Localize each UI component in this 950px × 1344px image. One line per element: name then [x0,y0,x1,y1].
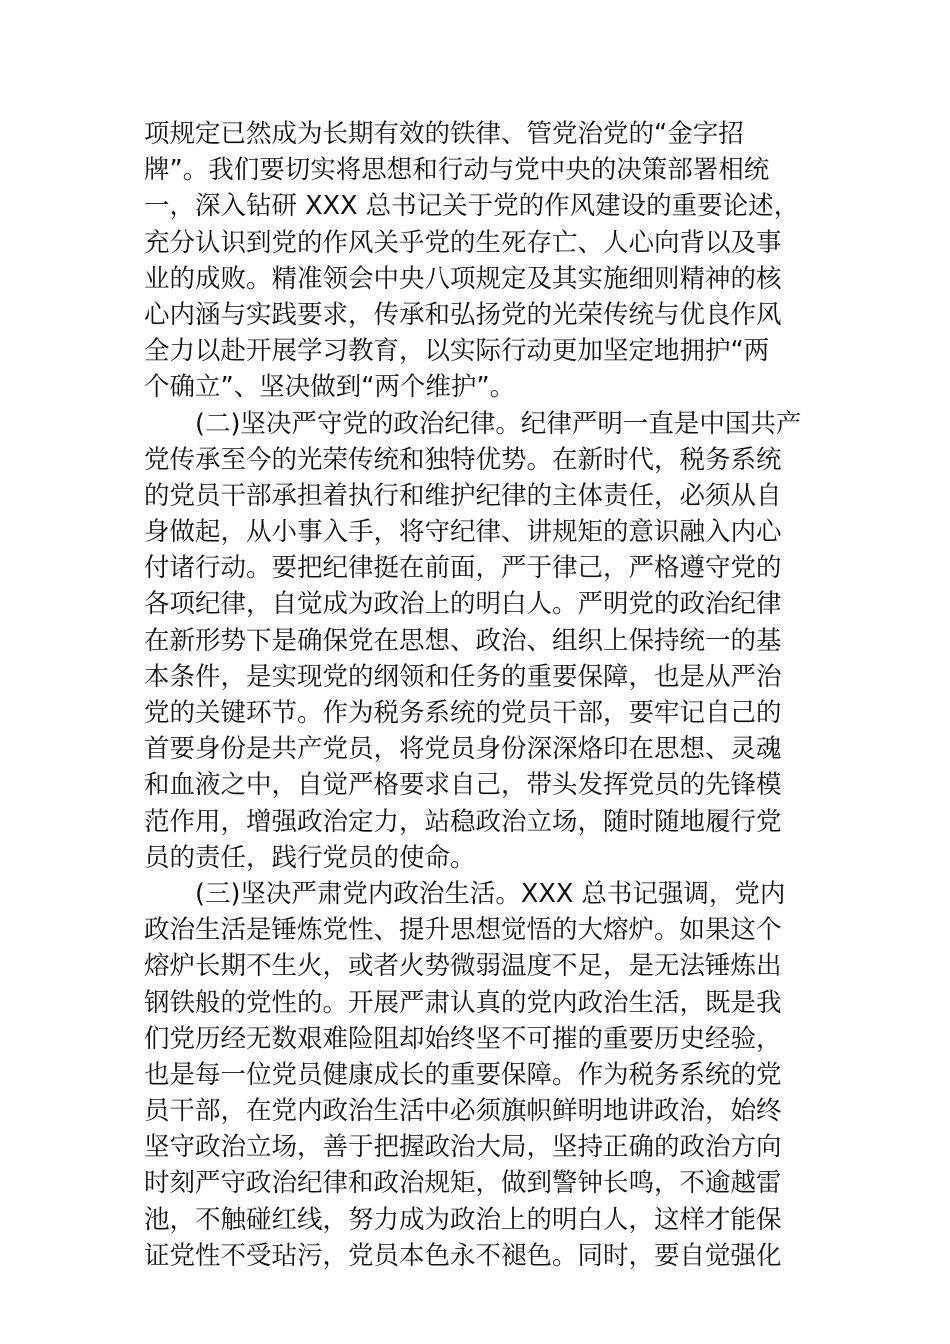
text-line: 身做起，从小事入手，将守纪律、讲规矩的意识融入内心 [144,517,782,548]
text-line: 本条件，是实现党的纲领和任务的重要保障，也是从严治 [144,661,782,692]
text-line: 全力以赴开展学习教育，以实际行动更加坚定地拥护“两 [144,336,770,367]
text-line: 业的成败。精准领会中央八项规定及其实施细则精神的核 [144,263,782,294]
text-line: 的党员干部承担着执行和维护纪律的主体责任，必须从自 [144,480,782,511]
text-line: 池，不触碰红线，努力成为政治上的明白人，这样才能保 [144,1204,782,1235]
text-line: 和血液之中，自觉严格要求自己，带头发挥党员的先锋模 [144,770,782,801]
text-line: 员的责任，践行党员的使命。 [144,842,476,873]
text-line: 政治生活是锤炼党性、提升思想觉悟的大熔炉。如果这个 [144,915,782,946]
text-line: 心内涵与实践要求，传承和弘扬党的光荣传统与优良作风 [144,299,782,330]
text-line: 在新形势下是确保党在思想、政治、组织上保持统一的基 [144,625,782,656]
text-line: 熔炉长期不生火，或者火势微弱温度不足，是无法锤炼出 [144,951,782,982]
text-line: 范作用，增强政治定力，站稳政治立场，随时随地履行党 [144,806,782,837]
text-line: 充分认识到党的作风关乎党的生死存亡、人心向背以及事 [144,227,782,258]
text-line: 时刻严守政治纪律和政治规矩，做到警钟长鸣，不逾越雷 [144,1168,782,1199]
text-line: 各项纪律，自觉成为政治上的明白人。严明党的政治纪律 [144,589,782,620]
text-line: 付诸行动。要把纪律挺在前面，严于律己，严格遵守党的 [144,553,782,584]
text-line: 项规定已然成为长期有效的铁律、管党治党的“金字招 [144,119,744,149]
text-line: 也是每一位党员健康成长的重要保障。作为税务系统的党 [144,1059,782,1090]
paragraph-heading-line: (二)坚决严守党的政治纪律。纪律严明一直是中国共产 [144,408,802,439]
text-line: 首要身份是共产党员，将党员身份深深烙印在思想、灵魂 [144,734,782,765]
text-line: 员干部，在党内政治生活中必须旗帜鲜明地讲政治，始终 [144,1096,782,1127]
text-line: 钢铁般的党性的。开展严肃认真的党内政治生活，既是我 [144,987,782,1018]
text-line: 坚守政治立场，善于把握政治大局，坚持正确的政治方向 [144,1132,782,1163]
text-line: 党的关键环节。作为税务系统的党员干部，要牢记自己的 [144,698,782,728]
text-line: 一，深入钻研 XXX 总书记关于党的作风建设的重要论述， [144,191,800,222]
text-line: 个确立”、坚决做到“两个维护”。 [144,372,516,403]
text-line: 们党历经无数艰难险阻却始终坚不可摧的重要历史经验， [144,1023,782,1054]
paragraph-heading-line: (三)坚决严肃党内政治生活。XXX 总书记强调，党内 [144,878,786,909]
text-line: 牌”。我们要切实将思想和行动与党中央的决策部署相统 [144,155,770,186]
text-line: 党传承至今的光荣传统和独特优势。在新时代，税务系统 [144,444,782,475]
text-line: 证党性不受玷污，党员本色永不褪色。同时，要自觉强化 [144,1240,782,1271]
document-page [144,116,807,1274]
